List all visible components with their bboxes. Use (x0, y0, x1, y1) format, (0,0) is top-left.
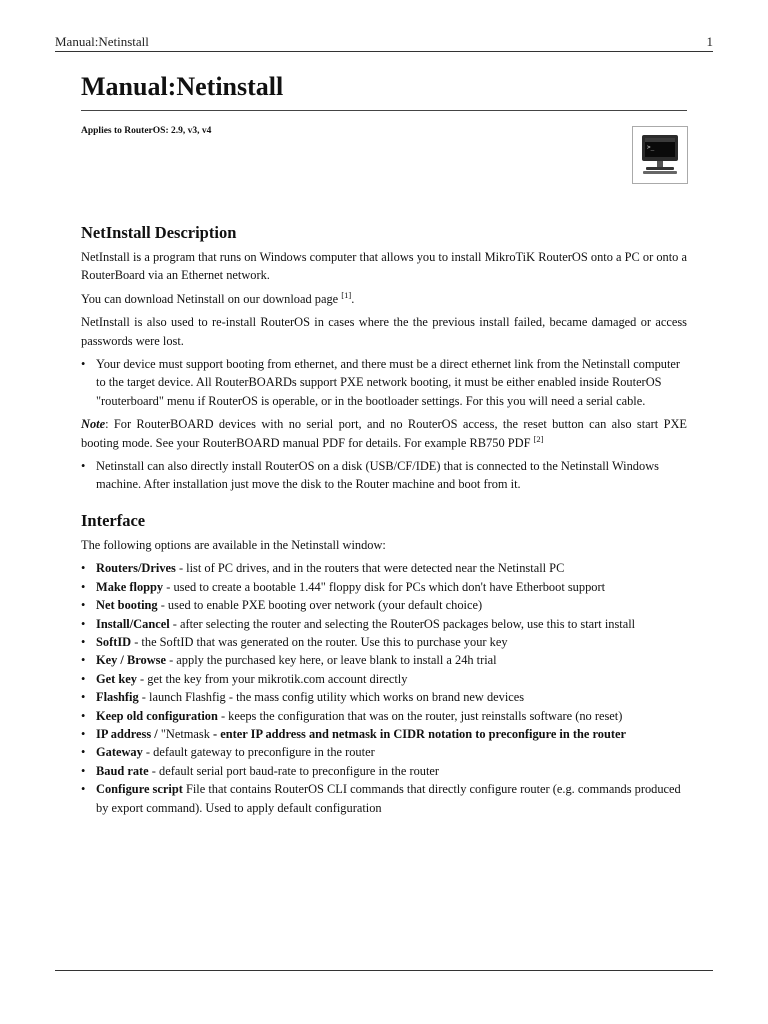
option-desc: - get the key from your mikrotik.com account directly (136, 671, 408, 686)
option-desc: - list of PC drives, and in the routers that were detected near the Netinstall PC (175, 561, 565, 576)
download-text-end: . (351, 291, 355, 306)
list-item: • Your device must support booting from ethernet, and there must be a direct ethernet link from the Netinstall computer to the target device. All RouterBOARDs support PXE network booting, it must be either enabled inside RouterOS "routerboard" menu if RouterOS is operable, or in the bootloader settings. For this you will need a serial cable. (81, 355, 687, 410)
option-term: Key / Browse (96, 653, 166, 668)
option-term: Make floppy (96, 579, 164, 594)
option-desc: - keeps the configuration that was on the router, just reinstalls software (no reset) (217, 708, 623, 723)
title-divider (81, 110, 687, 111)
paragraph-download (81, 290, 687, 308)
list-item: • Netinstall can also directly install RouterOS on a disk (USB/CF/IDE) that is connected to the Netinstall Windows machine. After installation just move the disk to the Router machine and boot from it. (81, 457, 687, 494)
note-text: : For RouterBOARD devices with no serial port, and no RouterOS access, the reset button can also start PXE booting mode. See your RouterBOARD manual PDF for details. For example RB750 PDF (81, 417, 687, 450)
option-desc: - after selecting the router and selecting the RouterOS packages below, use this to start install (169, 616, 636, 631)
section-heading-description: NetInstall Description (81, 223, 237, 242)
paragraph-note (81, 415, 687, 452)
option-item (81, 780, 687, 817)
infobox (632, 126, 688, 184)
bullet-list-disk (81, 457, 687, 494)
option-desc-bold: - enter IP address and netmask in CIDR notation to preconfigure in the router (209, 726, 626, 741)
svg-text:>_: >_ (647, 144, 655, 151)
applies-to: Applies to RouterOS: 2.9, v3, v4 (81, 126, 212, 136)
paragraph-reinstall: NetInstall is also used to re-install RouterOS in cases where the the previous install failed, became damaged or access passwords were lost. (81, 315, 687, 348)
option-term: Keep old configuration (96, 708, 218, 723)
option-item (81, 633, 687, 651)
option-item (81, 559, 687, 577)
option-term: Install/Cancel (96, 616, 170, 631)
option-item (81, 707, 687, 725)
article-body (81, 222, 687, 822)
option-item (81, 670, 687, 688)
option-item (81, 762, 687, 780)
section-heading-interface: Interface (81, 510, 146, 530)
option-term: IP address / (96, 726, 161, 741)
option-item (81, 743, 687, 761)
option-desc: - used to create a bootable 1.44" floppy disk for PCs which don't have Etherboot support (163, 579, 606, 594)
running-head-title: Manual:Netinstall (55, 34, 149, 49)
option-term: SoftID (96, 634, 132, 649)
option-desc: - apply the purchased key here, or leave blank to install a 24h trial (165, 653, 497, 668)
reference-link-1[interactable]: [1] (341, 289, 352, 300)
option-term: Flashfig (96, 690, 139, 705)
footer-divider (55, 970, 713, 971)
option-desc: - launch Flashfig - the mass config utility which works on brand new devices (138, 690, 525, 705)
option-item (81, 651, 687, 669)
page-title: Manual:Netinstall (81, 72, 284, 101)
option-item (81, 688, 687, 706)
option-item (81, 615, 687, 633)
running-head (55, 34, 713, 50)
option-desc: - default serial port baud-rate to preconfigure in the router (148, 763, 440, 778)
option-term: Routers/Drives (96, 561, 176, 576)
option-desc: - used to enable PXE booting over network (your default choice) (157, 598, 483, 613)
option-desc: - the SoftID that was generated on the router. Use this to purchase your key (131, 634, 508, 649)
option-desc: File that contains RouterOS CLI commands that directly configure router (e.g. commands produced by export command). Used to apply default configuration (96, 782, 681, 815)
option-desc: "Netmask (160, 726, 210, 741)
paragraph-interface-intro: The following options are available in the Netinstall window: (81, 537, 386, 552)
option-item (81, 725, 687, 743)
option-item (81, 596, 687, 614)
option-term: Baud rate (96, 763, 149, 778)
option-item (81, 578, 687, 596)
option-desc: - default gateway to preconfigure in the router (142, 745, 375, 760)
option-term: Net booting (96, 598, 158, 613)
option-term: Get key (96, 671, 137, 686)
download-text: You can download Netinstall on our download page (81, 291, 342, 306)
note-label: Note (81, 417, 106, 432)
bullet-list-requirements (81, 355, 687, 410)
reference-link-2[interactable]: [2] (533, 433, 544, 444)
paragraph-intro: NetInstall is a program that runs on Windows computer that allows you to install MikroTiK RouterOS onto a PC or onto a RouterBoard via an Ethernet network. (81, 250, 687, 283)
options-list (81, 559, 687, 817)
option-term: Gateway (96, 745, 143, 760)
header-divider (55, 51, 713, 52)
page-number: 1 (706, 34, 713, 49)
option-term: Configure script (96, 782, 183, 797)
terminal-monitor-icon (633, 127, 687, 183)
